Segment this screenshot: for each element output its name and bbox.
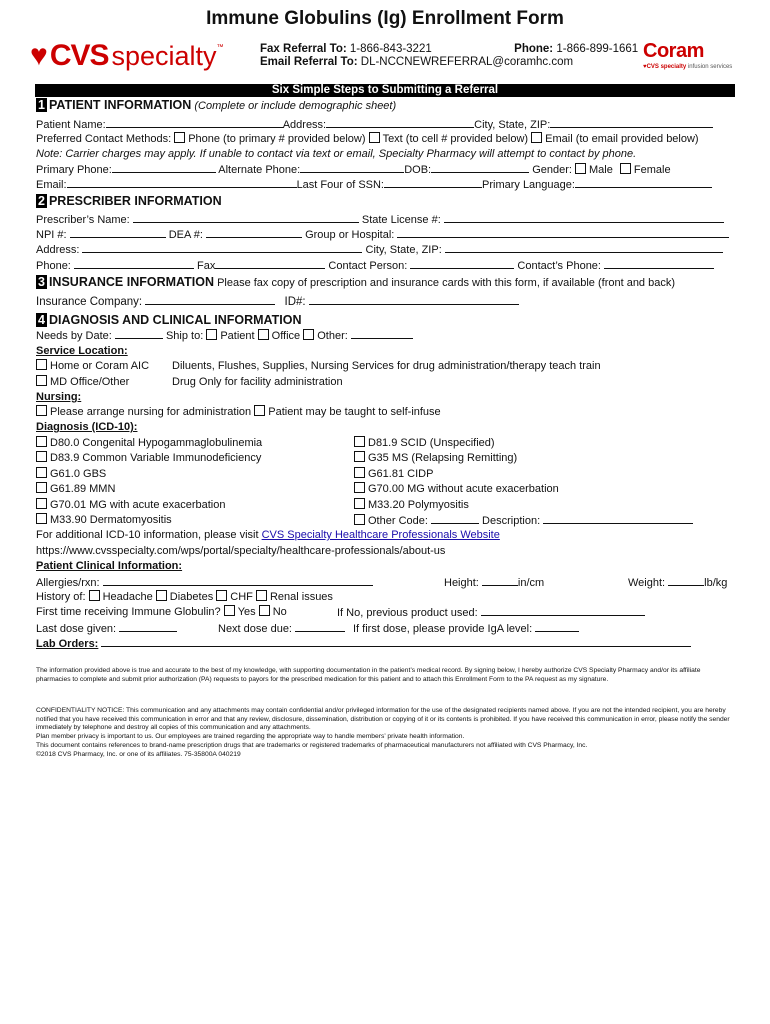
patient-city-label: City, State, ZIP: [474, 119, 551, 131]
prescriber-fax-label: Fax [197, 260, 216, 272]
prescriber-phone-label: Phone: [36, 260, 71, 272]
insurance-id-field[interactable] [309, 294, 519, 305]
last-dose-field[interactable] [119, 621, 177, 632]
prescriber-phone-field[interactable] [74, 258, 194, 269]
trademark-text: This document contains references to brand-name prescription drugs that are trademarks or registered trademarks of pharmaceutical manufacturers not affiliated with CVS Pharmacy, Inc. [36, 742, 588, 749]
contact-person-label: Contact Person: [328, 260, 408, 272]
patient-address-label: Address: [282, 119, 327, 131]
weight-row [628, 575, 727, 590]
heart-icon: ♥ [30, 39, 48, 72]
home-coram-label: Home or Coram AIC [50, 360, 150, 372]
icd-label: M33.20 Polymyositis [368, 499, 469, 511]
section-title: DIAGNOSIS AND CLINICAL INFORMATION [48, 313, 302, 327]
height-unit: in/cm [517, 577, 545, 589]
icd-left-item [36, 436, 262, 450]
contact-phone-label: Contact’s Phone: [517, 260, 601, 272]
lab-orders-row [36, 636, 691, 651]
prescriber-name-field[interactable] [133, 212, 359, 223]
service-location-title: Service Location: [36, 345, 128, 357]
state-license-label: State License #: [361, 214, 441, 226]
nursing-admin-checkbox[interactable] [36, 405, 47, 416]
allergies-field[interactable] [103, 575, 373, 586]
ship-other-checkbox[interactable] [303, 329, 314, 340]
contact-email-label: Email (to email provided below) [545, 133, 699, 145]
icd-left-item [36, 451, 261, 465]
primary-phone-field[interactable] [112, 162, 216, 173]
next-dose-row [218, 621, 345, 636]
coram-logo [643, 40, 743, 70]
lab-orders-label: Lab Orders: [36, 638, 99, 650]
npi-label: NPI #: [36, 229, 67, 241]
diabetes-checkbox[interactable] [156, 590, 167, 601]
contact-phone-label: Phone (to primary # provided below) [188, 133, 366, 145]
contact-text-label: Text (to cell # provided below) [382, 133, 529, 145]
md-office-label: MD Office/Other [50, 376, 130, 388]
icd-label: G61.0 GBS [50, 468, 107, 480]
icd-label: G61.81 CIDP [368, 468, 434, 480]
alternate-phone-field[interactable] [300, 162, 404, 173]
section-diagnosis-header [36, 313, 302, 328]
contact-methods-row [36, 132, 699, 146]
other-code-field[interactable] [431, 513, 479, 524]
weight-field[interactable] [668, 575, 704, 586]
icd-left-item [36, 482, 115, 496]
prescriber-fax-field[interactable] [215, 258, 325, 269]
lab-orders-field[interactable] [101, 636, 691, 647]
fax-label: Fax Referral To: [260, 43, 347, 55]
prescriber-address-row [36, 242, 723, 257]
section-prescriber-header [36, 194, 222, 209]
email-label: Email Referral To: [260, 56, 358, 68]
icd-other-checkbox[interactable] [354, 514, 365, 525]
icd-checkbox[interactable] [36, 436, 47, 447]
icd-right-item [354, 482, 559, 496]
patient-city-field[interactable] [550, 117, 713, 128]
home-coram-desc: Diluents, Flushes, Supplies, Nursing Services for drug administration/therapy teach train [172, 360, 601, 372]
self-infuse-label: Patient may be taught to self-infuse [268, 406, 441, 418]
height-field[interactable] [482, 575, 518, 586]
section-title: INSURANCE INFORMATION [48, 275, 214, 289]
iga-label: If first dose, please provide IgA level: [353, 623, 533, 635]
insurance-company-label: Insurance Company: [36, 296, 143, 308]
section-number: 1 [38, 98, 45, 112]
needs-by-field[interactable] [115, 328, 163, 339]
insurance-note: Please fax copy of prescription and insurance cards with this form, if available (front and back) [217, 277, 676, 289]
yes-label: Yes [237, 606, 256, 618]
icd-title: Diagnosis (ICD-10): [36, 421, 138, 433]
patient-email-label: Email: [36, 179, 67, 191]
icd-left-item [36, 467, 106, 481]
nursing-row [36, 405, 441, 419]
ship-to-label: Ship to: [165, 330, 204, 342]
icd-label: G70.01 MG with acute exacerbation [50, 499, 226, 511]
icd-url: https://www.cvsspecialty.com/wps/portal/specialty/healthcare-professionals/about-us [36, 545, 446, 557]
ship-other-field[interactable] [351, 328, 413, 339]
renal-checkbox[interactable] [256, 590, 267, 601]
height-row [444, 575, 544, 590]
insurance-company-field[interactable] [145, 294, 275, 305]
headache-label: Headache [102, 591, 153, 603]
icd-label: G35 MS (Relapsing Remitting) [368, 452, 518, 464]
md-office-desc: Drug Only for facility administration [172, 376, 343, 388]
service-md-row [36, 375, 129, 389]
icd-label: M33.90 Dermatomyositis [50, 514, 172, 526]
icd-more-row [36, 528, 500, 542]
contact-phone-checkbox[interactable] [174, 132, 185, 143]
prev-product-row [337, 605, 645, 620]
icd-more-text: For additional ICD-10 information, please visit [36, 529, 259, 541]
first-time-yes-checkbox[interactable] [224, 605, 235, 616]
allergies-row [36, 575, 373, 590]
logo-specialty-text: specialty [111, 40, 217, 71]
weight-label: Weight: [628, 577, 666, 589]
section-number: 3 [38, 275, 45, 289]
prescriber-address-field[interactable] [82, 242, 362, 253]
primary-phone-label: Primary Phone: [36, 164, 112, 176]
referral-email: DL-NCCNEWREFERRAL@coramhc.com [360, 56, 574, 68]
icd-label: D83.9 Common Variable Immunodeficiency [50, 452, 262, 464]
state-license-field[interactable] [444, 212, 724, 223]
section-number: 4 [38, 313, 45, 327]
insurance-company-row [36, 294, 519, 309]
chf-label: CHF [230, 591, 253, 603]
language-field[interactable] [575, 177, 712, 188]
coram-subtitle [643, 64, 743, 70]
confidentiality-notice: CONFIDENTIALITY NOTICE: This communication and any attachments may contain confidential and/or privileged information for the use of the designated recipients named above. If you are not the intended recipient, you are hereby notified that you have received this communication in error and that any review, disclosure, dissemination, distribution or copying of it or its contents is prohibited. If you have received this communication in error, please notify the sender immediately by telephone and destroy all copies of this communication and any attachments. [36, 707, 730, 732]
logo-trademark: ™ [216, 44, 224, 51]
prescriber-city-field[interactable] [445, 242, 723, 253]
male-label: Male [589, 164, 613, 176]
npi-field[interactable] [70, 227, 166, 238]
patient-email-field[interactable] [67, 177, 297, 188]
icd-right-item [354, 451, 517, 465]
ship-other-label: Other: [317, 330, 348, 342]
male-checkbox[interactable] [575, 163, 586, 174]
patient-email-row [36, 177, 712, 192]
copyright-text: ©2018 CVS Pharmacy, Inc. or one of its affiliates. 75-35800A 040219 [36, 751, 241, 758]
icd-checkbox[interactable] [36, 482, 47, 493]
needs-by-row [36, 328, 413, 343]
icd-label: D80.0 Congenital Hypogammaglobulinemia [50, 437, 263, 449]
icd-checkbox[interactable] [36, 467, 47, 478]
iga-field[interactable] [535, 621, 579, 632]
icd-checkbox[interactable] [36, 513, 47, 524]
patient-address-field[interactable] [326, 117, 474, 128]
privacy-text: Plan member privacy is important to us. Our employees are trained regarding the appropriate way to handle members’ private health information. [36, 733, 465, 740]
first-time-row [36, 605, 287, 619]
prescriber-city-label: City, State, ZIP: [365, 244, 442, 256]
dea-field[interactable] [206, 227, 302, 238]
dob-field[interactable] [431, 162, 529, 173]
icd-label: G61.89 MMN [50, 483, 116, 495]
insurance-id-label: ID#: [284, 296, 306, 308]
other-code-label: Other Code: [368, 515, 428, 527]
next-dose-field[interactable] [295, 621, 345, 632]
height-label: Height: [444, 577, 479, 589]
icd-website-link[interactable]: CVS Specialty Healthcare Professionals Website [261, 529, 500, 541]
renal-label: Renal issues [269, 591, 333, 603]
service-home-row [36, 359, 149, 373]
prescriber-npi-row [36, 227, 729, 242]
first-time-label: First time receiving Immune Globulin? [36, 606, 221, 618]
gender-label: Gender: [532, 164, 572, 176]
home-coram-checkbox[interactable] [36, 359, 47, 370]
history-row [36, 590, 333, 604]
prev-product-field[interactable] [481, 605, 645, 616]
icd-other-item [354, 513, 693, 528]
contact-text-checkbox[interactable] [369, 132, 380, 143]
contact-phone-field[interactable] [604, 258, 714, 269]
icd-right-item [354, 498, 469, 512]
icd-right-item [354, 436, 495, 450]
patient-name-field[interactable] [106, 117, 283, 128]
section-patient-header [36, 98, 396, 113]
form-title: Immune Globulins (Ig) Enrollment Form [206, 8, 564, 29]
ship-office-label: Office [271, 330, 301, 342]
dea-label: DEA #: [168, 229, 203, 241]
female-checkbox[interactable] [620, 163, 631, 174]
iga-row [353, 621, 579, 636]
section-number: 2 [38, 194, 45, 208]
diabetes-label: Diabetes [169, 591, 214, 603]
ssn-label: Last Four of SSN: [296, 179, 384, 191]
section-title: PATIENT INFORMATION [48, 98, 192, 112]
steps-banner: Six Simple Steps to Submitting a Referral [35, 84, 735, 97]
icd-checkbox[interactable] [36, 498, 47, 509]
section-note: (Complete or include demographic sheet) [194, 100, 397, 112]
prescriber-phone-row [36, 258, 714, 273]
nursing-title: Nursing: [36, 391, 82, 403]
clinical-info-title: Patient Clinical Information: [36, 560, 183, 572]
contact-person-field[interactable] [410, 258, 514, 269]
prescriber-name-row [36, 212, 724, 227]
nursing-admin-label: Please arrange nursing for administration [50, 406, 252, 418]
phone-label: Phone: [514, 43, 554, 55]
headache-checkbox[interactable] [89, 590, 100, 601]
icd-label: G70.00 MG without acute exacerbation [368, 483, 559, 495]
group-label: Group or Hospital: [305, 229, 395, 241]
prev-product-label: If No, previous product used: [337, 607, 478, 619]
history-label: History of: [36, 591, 86, 603]
attestation-text: The information provided above is true and accurate to the best of my knowledge, with supporting documentation in the patient’s medical record. By signing below, I hereby authorize CVS Specialty Pharmacy and/or its affiliate pharmacies to complete and submit prior authorization (PA) requests to payors for the prescribed medication for this patient and to attach this Enrollment Form to the PA request as my signature. [36, 667, 701, 683]
icd-left-item [36, 498, 225, 512]
contact-email-checkbox[interactable] [531, 132, 542, 143]
ssn-field[interactable] [384, 177, 482, 188]
phone-number: 1-866-899-1661 [556, 43, 639, 55]
first-time-no-checkbox[interactable] [259, 605, 270, 616]
icd-checkbox[interactable] [354, 436, 365, 447]
logo-cvs-text: CVS [49, 39, 109, 72]
last-dose-label: Last dose given: [36, 623, 117, 635]
icd-label: D81.9 SCID (Unspecified) [368, 437, 495, 449]
icd-checkbox[interactable] [36, 451, 47, 462]
icd-checkbox[interactable] [354, 467, 365, 478]
language-label: Primary Language: [482, 179, 575, 191]
description-field[interactable] [543, 513, 693, 524]
ship-patient-label: Patient [220, 330, 255, 342]
coram-sub-text: infusion services [687, 64, 733, 70]
dose-row [36, 621, 177, 636]
icd-right-item [354, 467, 433, 481]
prescriber-address-label: Address: [36, 244, 80, 256]
description-label: Description: [482, 515, 541, 527]
dob-label: DOB: [404, 164, 432, 176]
chf-checkbox[interactable] [216, 590, 227, 601]
allergies-label: Allergies/rxn: [36, 577, 100, 589]
weight-unit: lb/kg [704, 577, 728, 589]
needs-by-label: Needs by Date: [36, 330, 112, 342]
coram-name: Coram [643, 40, 704, 62]
icd-checkbox[interactable] [354, 482, 365, 493]
patient-name-label: Patient Name: [36, 119, 106, 131]
md-office-checkbox[interactable] [36, 375, 47, 386]
section-insurance-header [36, 275, 675, 290]
self-infuse-checkbox[interactable] [254, 405, 265, 416]
referral-contact [260, 43, 638, 69]
icd-left-item [36, 513, 172, 527]
icd-checkbox[interactable] [354, 451, 365, 462]
group-field[interactable] [397, 227, 729, 238]
next-dose-label: Next dose due: [218, 623, 292, 635]
coram-sub-brand: ♥CVS specialty [643, 64, 687, 70]
female-label: Female [633, 164, 671, 176]
prescriber-name-label: Prescriber’s Name: [36, 214, 130, 226]
ship-office-checkbox[interactable] [258, 329, 269, 340]
alternate-phone-label: Alternate Phone: [218, 164, 301, 176]
carrier-note: Note: Carrier charges may apply. If unable to contact via text or email, Specialty Pharmacy will attempt to contact by phone. [36, 148, 637, 160]
section-title: PRESCRIBER INFORMATION [48, 194, 222, 208]
icd-checkbox[interactable] [354, 498, 365, 509]
no-label: No [272, 606, 287, 618]
cvs-specialty-logo [30, 38, 224, 74]
fax-number: 1-866-843-3221 [349, 43, 432, 55]
contact-methods-label: Preferred Contact Methods: [36, 133, 172, 145]
ship-patient-checkbox[interactable] [206, 329, 217, 340]
patient-phone-row [36, 162, 671, 177]
patient-name-row [36, 117, 713, 132]
